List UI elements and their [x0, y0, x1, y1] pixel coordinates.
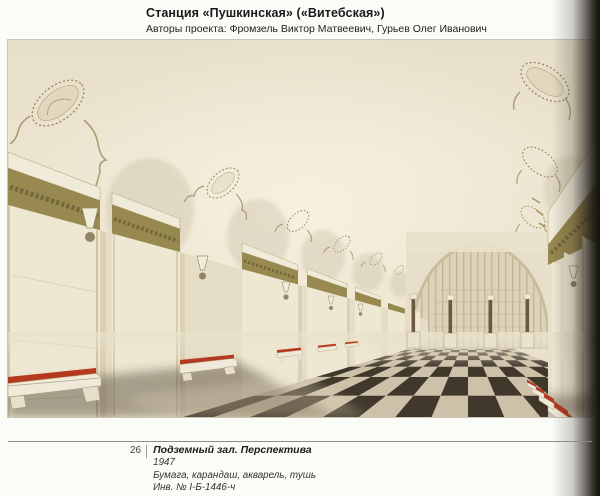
artwork-plate — [8, 40, 600, 417]
caption-rule — [8, 441, 592, 442]
ceiling-medallion — [24, 71, 92, 135]
artwork-title: Станция «Пушкинская» («Витебская») — [146, 6, 385, 20]
plate-number: 26 — [130, 445, 142, 456]
page-header — [146, 6, 576, 35]
end-wall-arch — [406, 232, 556, 349]
pylon — [307, 268, 350, 379]
caption-block — [130, 444, 316, 495]
caption-year: 1947 — [153, 457, 175, 468]
caption-title: Подземный зал. Перспектива — [153, 444, 312, 456]
ceiling-medallion — [202, 162, 245, 204]
artwork-authors: Авторы проекта: Фромзель Виктор Матвеевич, Гурьев Олег Иванович — [146, 23, 487, 35]
pylon — [582, 236, 600, 417]
artwork-illustration — [8, 40, 600, 417]
caption-materials: Бумага, карандаш, акварель, тушь — [153, 469, 317, 481]
caption-divider — [146, 445, 147, 458]
caption-inventory: Инв. № I-Б-1446-ч — [153, 482, 236, 494]
